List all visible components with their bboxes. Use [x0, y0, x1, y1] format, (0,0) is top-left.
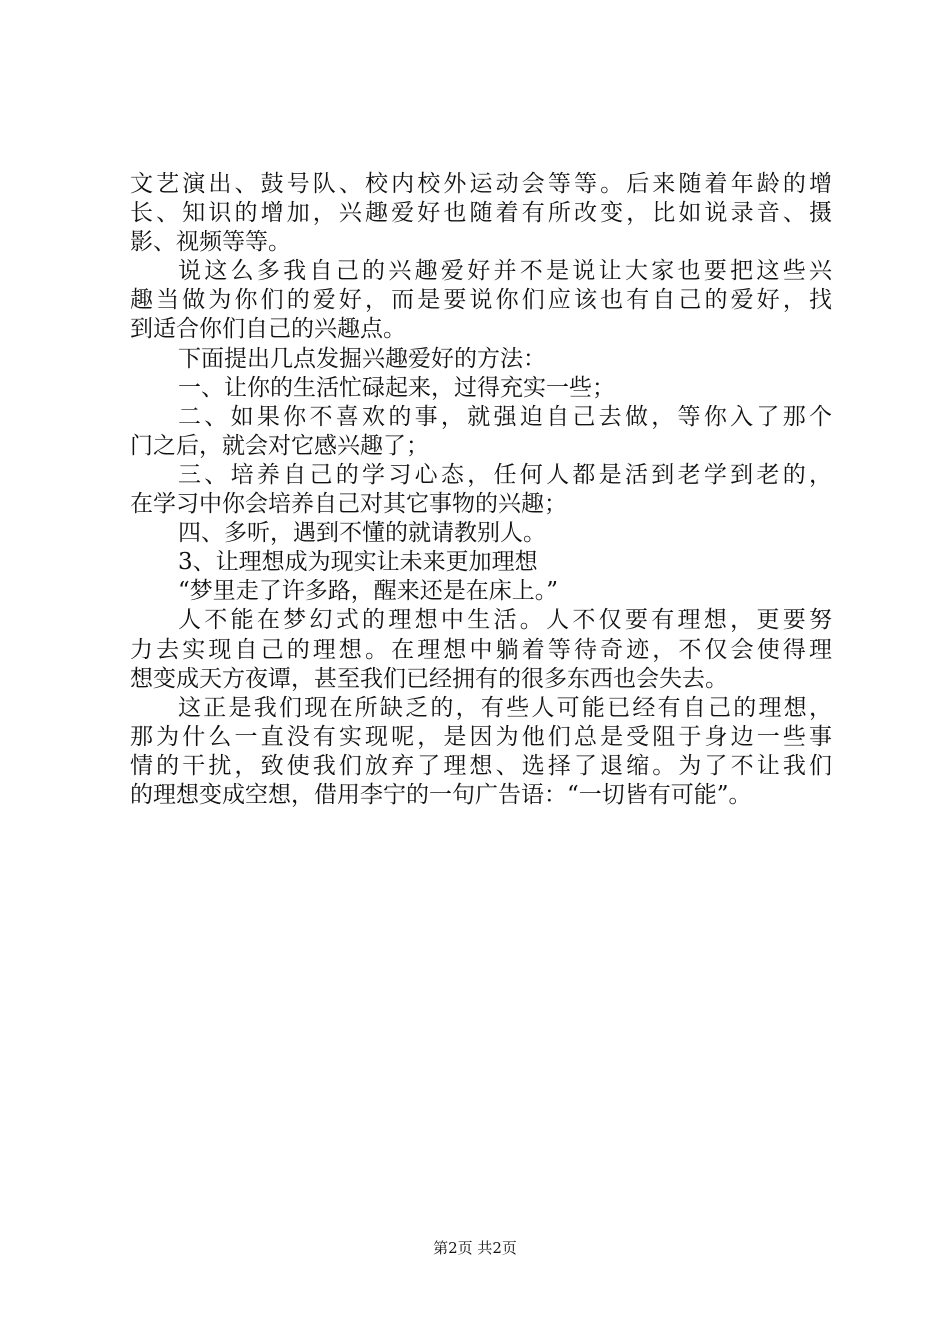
paragraph-first-line: 这正是我们现在所缺乏的，有些人可能已经有自己的理想， [178, 694, 832, 721]
text-line: 在学习中你会培养自己对其它事物的兴趣； [130, 491, 567, 518]
quote-line: “梦里走了许多路，醒来还是在床上。” [178, 578, 559, 605]
text-line: 长、知识的增加，兴趣爱好也随着有所改变，比如说录音、摄 [130, 200, 832, 227]
text-line: 想变成天方夜谭，甚至我们已经拥有的很多东西也会失去。 [130, 665, 728, 692]
text-line: 门之后，就会对它感兴趣了； [130, 432, 429, 459]
section-heading: 3、让理想成为现实让未来更加理想 [178, 549, 538, 576]
document-body [130, 170, 832, 810]
list-item-line: 三、培养自己的学习心态，任何人都是活到老学到老的， [178, 461, 832, 488]
paragraph-first-line: 说这么多我自己的兴趣爱好并不是说让大家也要把这些兴 [178, 258, 832, 285]
paragraph-first-line: 下面提出几点发掘兴趣爱好的方法： [178, 345, 546, 372]
text-line: 趣当做为你们的爱好，而是要说你们应该也有自己的爱好，找 [130, 287, 832, 314]
text-line: 力去实现自己的理想。在理想中躺着等待奇迹，不仅会使得理 [130, 636, 832, 663]
page-number-footer: 第2页 共2页 [433, 1239, 517, 1257]
text-line: 的理想变成空想，借用李宁的一句广告语：“一切皆有可能”。 [130, 781, 752, 808]
list-item-line: 四、多听，遇到不懂的就请教别人。 [178, 520, 546, 547]
text-line: 到适合你们自己的兴趣点。 [130, 316, 406, 343]
text-line: 文艺演出、鼓号队、校内校外运动会等等。后来随着年龄的增 [130, 171, 832, 197]
text-line: 影、视频等等。 [130, 229, 291, 256]
list-item-line: 一、让你的生活忙碌起来，过得充实一些； [178, 374, 615, 401]
text-line: 那为什么一直没有实现呢，是因为他们总是受阻于身边一些事 [130, 723, 832, 750]
list-item-line: 二、如果你不喜欢的事，就强迫自己去做，等你入了那个 [178, 403, 832, 430]
paragraph-first-line: 人不能在梦幻式的理想中生活。人不仅要有理想，更要努 [178, 607, 832, 634]
text-line: 情的干扰，致使我们放弃了理想、选择了退缩。为了不让我们 [130, 752, 832, 779]
